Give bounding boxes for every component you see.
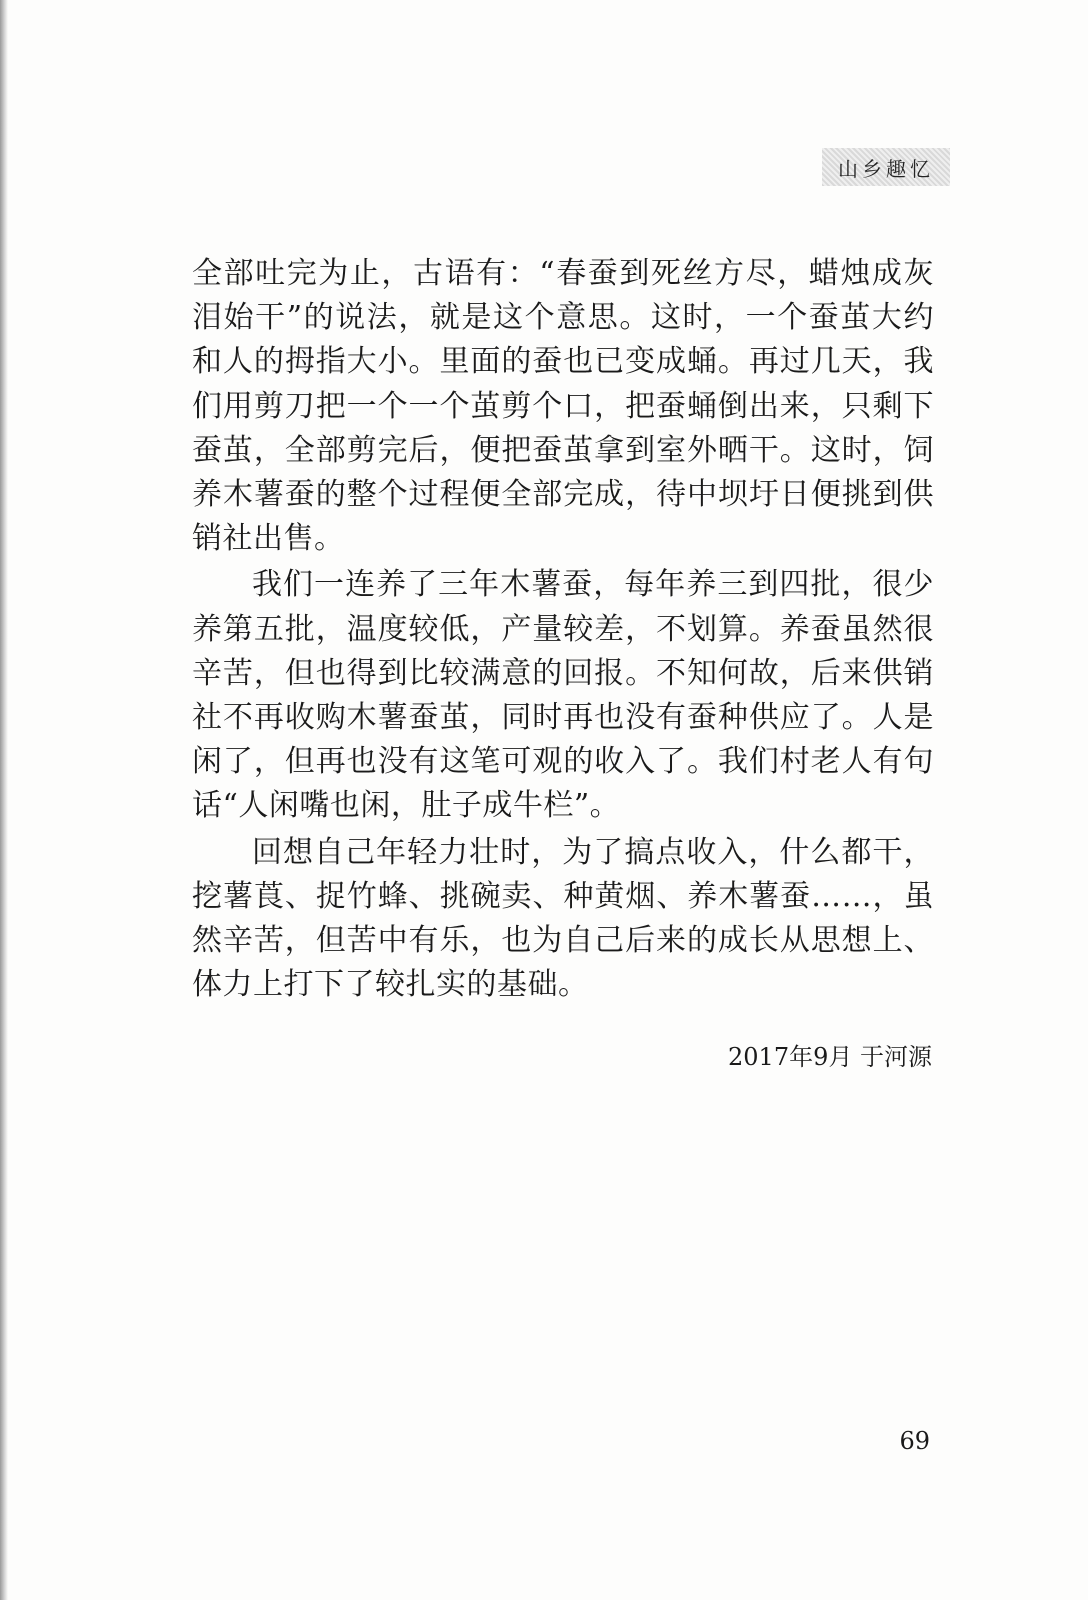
scan-edge-shadow	[0, 0, 8, 1600]
paragraph-3: 回想自己年轻力壮时，为了搞点收入，什么都干，挖薯莨、捉竹蜂、挑碗卖、种黄烟、养木薯蚕……，虽然辛苦，但苦中有乐，也为自己后来的成长从思想上、体力上打下了较扎实的基础。	[192, 834, 934, 1003]
body-text	[192, 252, 934, 1009]
paragraph-1: 全部吐完为止，古语有：“春蚕到死丝方尽，蜡烛成灰泪始干”的说法，就是这个意思。这时，一个蚕茧大约和人的拇指大小。里面的蚕也已变成蛹。再过几天，我们用剪刀把一个一个茧剪个口，把蚕蛹倒出来，只剩下蚕茧，全部剪完后，便把蚕茧拿到室外晒干。这时，饲养木薯蚕的整个过程便全部完成，待中坝圩日便挑到供销社出售。	[192, 256, 934, 557]
paragraph-2: 我们一连养了三年木薯蚕，每年养三到四批，很少养第五批，温度较低，产量较差，不划算。养蚕虽然很辛苦，但也得到比较满意的回报。不知何故，后来供销社不再收购木薯蚕茧，同时再也没有蚕种供应了。人是闲了，但再也没有这笔可观的收入了。我们村老人有句话“人闲嘴也闲，肚子成牛栏”。	[192, 567, 934, 824]
date-signature: 2017年9月 于河源	[728, 1043, 932, 1071]
page-number: 69	[899, 1427, 930, 1455]
section-title: 山乡趣忆	[822, 148, 950, 186]
